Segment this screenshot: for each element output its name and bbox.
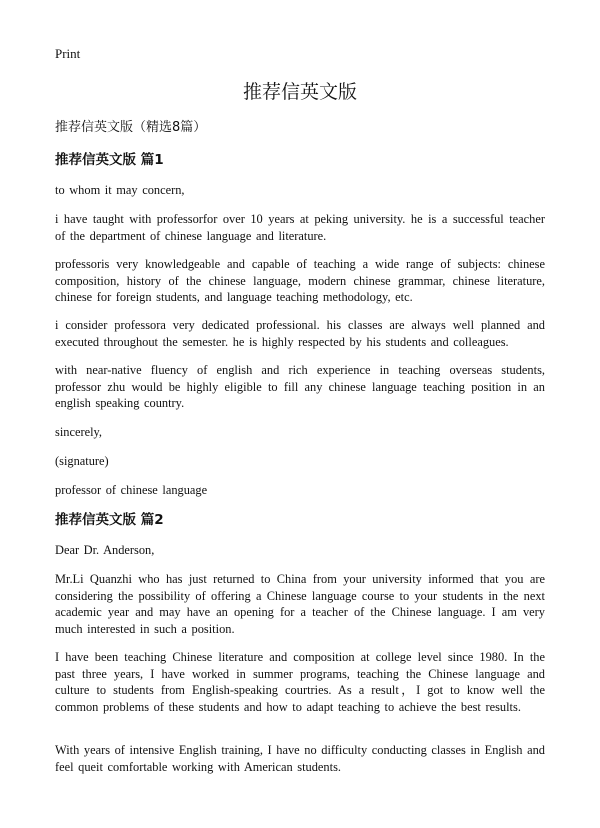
section-heading-2: 推荐信英文版 篇2 [55, 512, 164, 528]
body-paragraph: professoris very knowledgeable and capable of teaching a wide range of subjects: chinese composition, history of the chinese language, modern chinese grammar, chinese literature, chinese for foreign students, and language teaching methodology, etc. [55, 257, 545, 304]
salutation-paragraph: Dear Dr. Anderson, [55, 543, 155, 557]
body-paragraph: i consider professora very dedicated professional. his classes are always well planned and executed throughout the semester. he is highly respected by his students and colleagues. [55, 318, 545, 349]
body-paragraph: Mr.Li Quanzhi who has just returned to China from your university informed that you are considering the possibility of offering a Chinese language course to your students in the next academic year and may have an opening for a teacher of the Chinese language. I am very much interested in such a position. [55, 572, 545, 636]
print-link[interactable]: Print [55, 46, 81, 61]
body-paragraph: With years of intensive English training, I have no difficulty conducting classes in English and feel queit comfortable working with American students. [55, 743, 545, 774]
salutation-paragraph: to whom it may concern, [55, 183, 185, 197]
closing-paragraph: sincerely, [55, 425, 103, 439]
document-subtitle: 推荐信英文版（精选8篇） [55, 120, 207, 135]
body-paragraph: with near-native fluency of english and rich experience in teaching overseas students, professor zhu would be highly eligible to fill any chinese language teaching position in an english speaking country. [55, 363, 545, 410]
document-title: 推荐信英文版 [242, 81, 357, 103]
signer-title-paragraph: professor of chinese language [55, 483, 208, 497]
section-heading-1: 推荐信英文版 篇1 [55, 152, 164, 168]
body-paragraph: I have been teaching Chinese literature and composition at college level since 1980. In the past three years, I have worked in summer programs, teaching the Chinese language and culture to students from English-speaking courtries. As a result，I got to know well the common problems of these students and how to adapt teaching to achieve the best results. [55, 650, 545, 714]
signature-paragraph: (signature) [55, 454, 109, 468]
body-paragraph: i have taught with professorfor over 10 years at peking university. he is a successful teacher of the department of chinese language and literature. [55, 212, 545, 243]
